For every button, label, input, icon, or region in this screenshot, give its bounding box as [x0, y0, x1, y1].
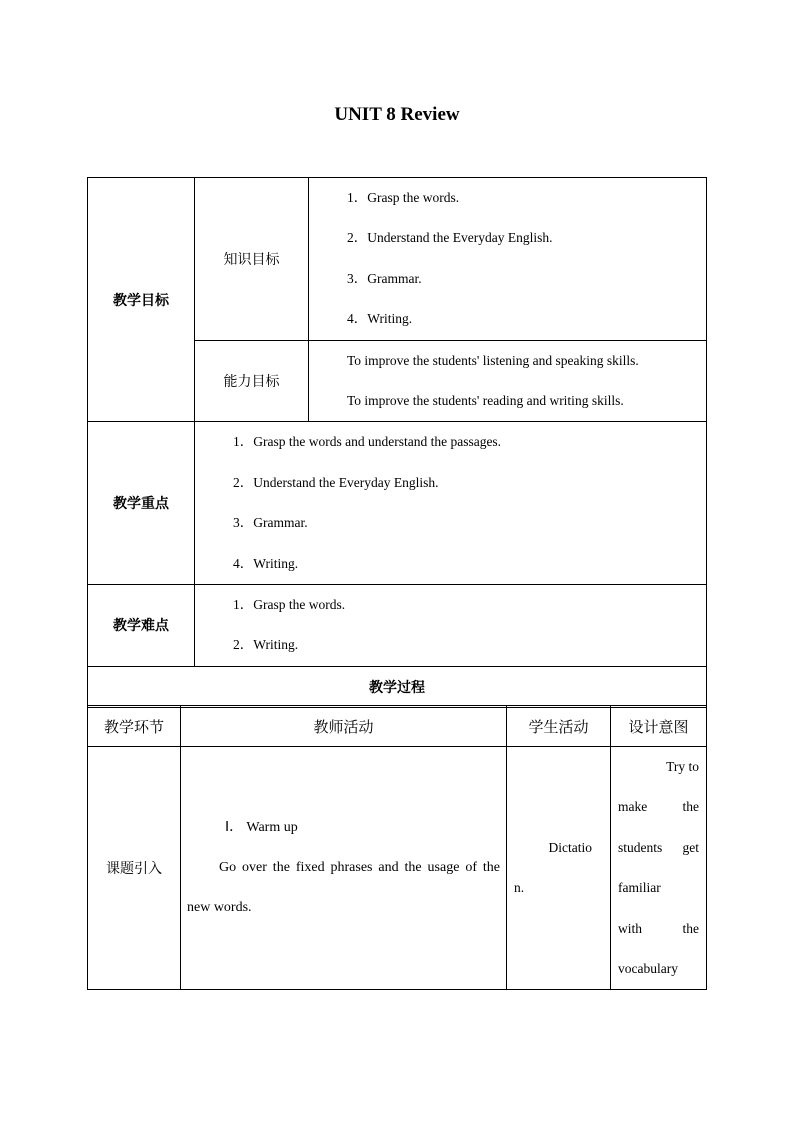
process-row	[88, 747, 707, 990]
key-points-row	[88, 422, 707, 585]
process-header-row	[88, 706, 707, 747]
difficulty-item: 2．Writing.	[233, 637, 299, 653]
lesson-plan-table	[87, 177, 707, 708]
design-line: students get	[618, 839, 699, 855]
key-point-item: 1．Grasp the words and understand the passages.	[233, 434, 502, 450]
design-line: Try to	[666, 759, 699, 774]
objectives-knowledge-row	[88, 178, 707, 341]
teacher-line: Ⅰ． Warm up	[225, 819, 298, 835]
key-points-label: 教学重点	[88, 422, 195, 585]
header-stage: 教学环节	[88, 706, 181, 747]
header-student: 学生活动	[507, 706, 611, 747]
header-design: 设计意图	[611, 706, 707, 747]
ability-item: To improve the students' listening and speaking skills.	[347, 352, 639, 368]
objectives-label: 教学目标	[88, 178, 195, 422]
difficulties-items	[195, 585, 707, 667]
knowledge-item: 1．Grasp the words.	[347, 190, 460, 205]
ability-label: 能力目标	[195, 340, 309, 422]
page-title: UNIT 8 Review	[334, 104, 460, 125]
knowledge-item: 4．Writing.	[347, 311, 413, 327]
stage-cell: 课题引入	[88, 747, 181, 990]
key-point-item: 2．Understand the Everyday English.	[233, 474, 439, 490]
ability-item: To improve the students' reading and writing skills.	[347, 393, 624, 409]
design-intent-cell	[611, 747, 707, 990]
design-line: make the	[618, 799, 699, 815]
student-line: n.	[514, 880, 525, 896]
difficulties-row	[88, 585, 707, 667]
knowledge-label: 知识目标	[195, 178, 309, 341]
process-title: 教学过程	[88, 666, 707, 707]
design-line: familiar	[618, 880, 661, 896]
key-point-item: 4．Writing.	[233, 555, 299, 571]
design-line: with the	[618, 920, 699, 936]
student-line: Dictatio	[548, 839, 592, 855]
key-points-items	[195, 422, 707, 585]
header-teacher: 教师活动	[181, 706, 507, 747]
difficulties-label: 教学难点	[88, 585, 195, 667]
difficulty-item: 1．Grasp the words.	[233, 597, 346, 613]
teacher-activity-cell	[181, 747, 507, 990]
process-table	[87, 705, 707, 990]
teacher-line: Go over the fixed phrases and the usage of the new words.	[187, 860, 500, 916]
key-point-item: 3．Grammar.	[233, 515, 308, 531]
ability-items	[309, 340, 707, 422]
process-title-row	[88, 666, 707, 707]
knowledge-items	[309, 178, 707, 341]
knowledge-item: 3．Grammar.	[347, 270, 422, 286]
knowledge-item: 2．Understand the Everyday English.	[347, 230, 553, 246]
design-line: vocabulary	[618, 961, 678, 977]
student-activity-cell	[507, 747, 611, 990]
